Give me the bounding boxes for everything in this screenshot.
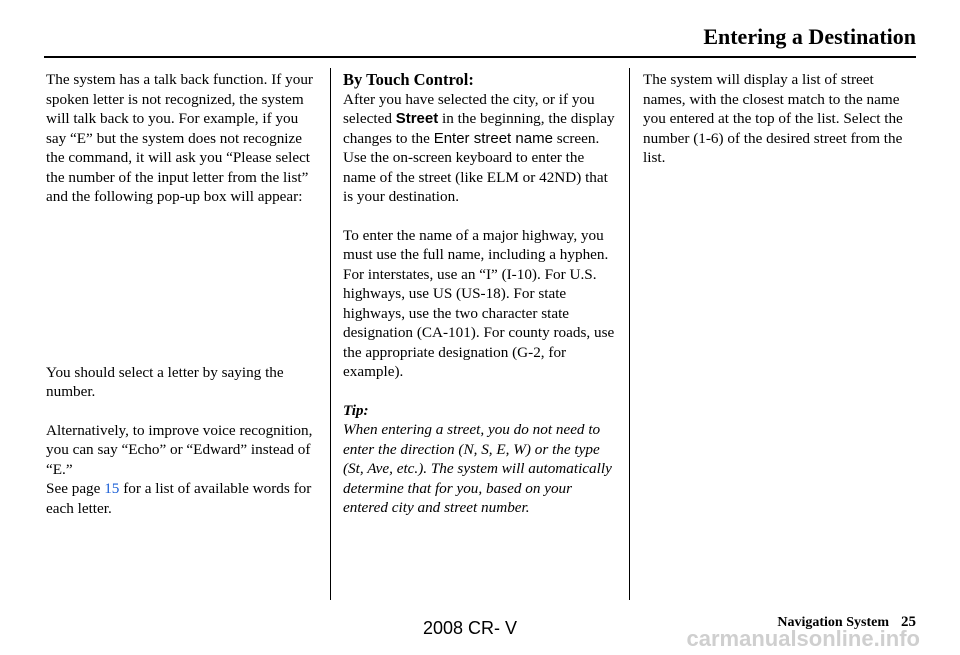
column-divider-1 [330, 68, 331, 600]
street-list-paragraph: The system will display a list of street names, with the closest match to the name you entered at the top of the list. Select the number (1-6) of the desired street from the list. [643, 71, 903, 166]
column-3 [643, 70, 915, 168]
street-term: Street [395, 110, 439, 127]
tip-paragraph: When entering a street, you do not need to enter the direction (N, S, E, W) or the type (St, Ave, etc.). The system will automatically determine that for you, based on your entered city and street number. [343, 421, 612, 516]
see-page-paragraph: See page 15 for a list of available words for each letter. [46, 480, 312, 517]
enter-street-name-term: Enter street name [433, 129, 553, 147]
tip-heading: Tip: [343, 401, 369, 419]
section-heading: By Touch Control: [343, 70, 474, 89]
column-divider-2 [629, 68, 630, 600]
model-label: 2008 CR- V [423, 618, 518, 638]
select-letter-paragraph: You should select a letter by saying the number. [46, 363, 284, 400]
column-1 [46, 70, 318, 518]
touch-control-paragraph: After you have selected the city, or if you selected Street in the beginning, the display changes to the Enter street name screen. Use the on-screen keyboard to enter the name of the street (like ELM or 42ND) that is your destination. [343, 90, 615, 205]
page-number: 25 [901, 614, 916, 630]
header-rule [44, 56, 916, 58]
popup-figure-space [46, 207, 318, 363]
watermark: carmanualsonline.info [686, 626, 920, 651]
footer-section: Navigation System 25 [777, 614, 916, 630]
alternative-paragraph: Alternatively, to improve voice recognition, you can say “Echo” or “Edward” instead of “E.” [46, 421, 313, 478]
highway-paragraph: To enter the name of a major highway, you must use the full name, including a hyphen. For interstates, use an “I” (I-10). For U.S. highways, use US (US-18). For state highways, use the two character state designation (CA-101). For county roads, use the appropriate designation (G-2, for example). [343, 226, 615, 380]
page-15-link[interactable]: 15 [104, 480, 120, 497]
column-2 [343, 70, 619, 518]
talk-back-paragraph: The system has a talk back function. If your spoken letter is not recognized, the system will talk back to you. For example, if you say “E” but the system does not recognize the command, it will ask you “Please select the number of the input letter from the list” and the following pop-up box will appear: [46, 71, 313, 205]
page-title: Entering a Destination [703, 24, 916, 49]
